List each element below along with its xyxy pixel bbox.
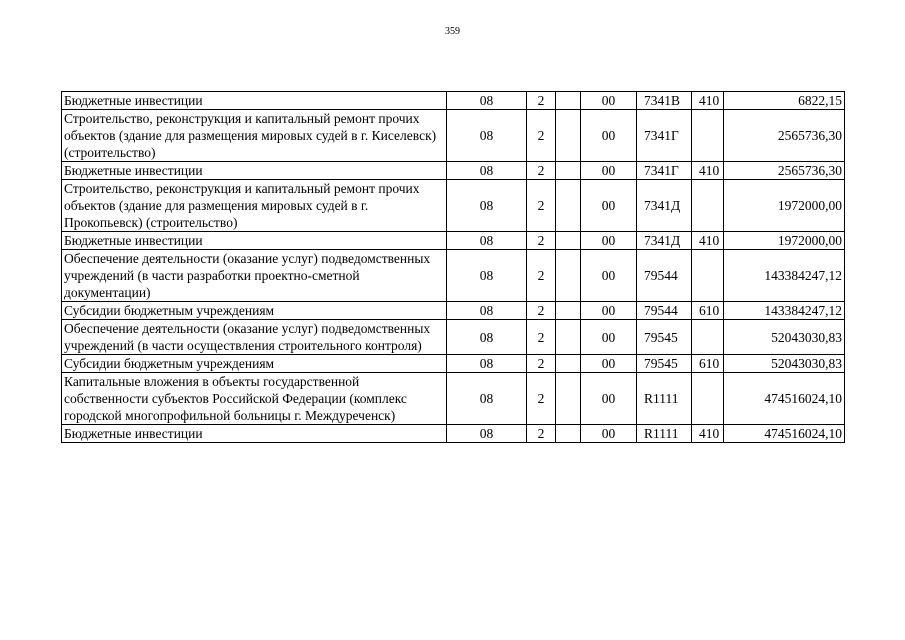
row-spacer <box>556 92 581 110</box>
table-row <box>62 355 845 373</box>
row-expense-type <box>692 110 724 162</box>
row-subsection: 2 <box>527 320 556 355</box>
row-subsection: 2 <box>527 180 556 232</box>
row-section: 08 <box>447 425 527 443</box>
row-program-code: 00 <box>581 92 637 110</box>
row-spacer <box>556 232 581 250</box>
row-amount: 143384247,12 <box>724 250 845 302</box>
row-program-code: 00 <box>581 373 637 425</box>
row-expense-type: 410 <box>692 162 724 180</box>
row-program-code: 00 <box>581 232 637 250</box>
row-name: Строительство, реконструкция и капитальный ремонт прочих объектов (здание для размещения мировых судей в г. Киселевск) (строительство) <box>62 110 447 162</box>
row-spacer <box>556 302 581 320</box>
row-name: Бюджетные инвестиции <box>62 162 447 180</box>
row-expense-type: 610 <box>692 302 724 320</box>
row-section: 08 <box>447 373 527 425</box>
row-name: Бюджетные инвестиции <box>62 425 447 443</box>
budget-table-body <box>62 92 845 443</box>
table-row <box>62 250 845 302</box>
row-amount: 474516024,10 <box>724 425 845 443</box>
row-amount: 143384247,12 <box>724 302 845 320</box>
row-program-code: 00 <box>581 110 637 162</box>
row-subsection: 2 <box>527 162 556 180</box>
row-expense-type: 410 <box>692 232 724 250</box>
row-program-code: 00 <box>581 302 637 320</box>
row-target-code: 79544 <box>637 250 692 302</box>
row-section: 08 <box>447 302 527 320</box>
row-subsection: 2 <box>527 425 556 443</box>
row-expense-type <box>692 180 724 232</box>
row-program-code: 00 <box>581 162 637 180</box>
row-expense-type <box>692 373 724 425</box>
row-expense-type <box>692 320 724 355</box>
row-target-code: 7341В <box>637 92 692 110</box>
row-section: 08 <box>447 180 527 232</box>
row-target-code: 79545 <box>637 355 692 373</box>
row-expense-type: 610 <box>692 355 724 373</box>
row-expense-type: 410 <box>692 92 724 110</box>
row-name: Бюджетные инвестиции <box>62 92 447 110</box>
row-name: Обеспечение деятельности (оказание услуг) подведомственных учреждений (в части разработки проектно-сметной документации) <box>62 250 447 302</box>
row-target-code: R1111 <box>637 373 692 425</box>
row-program-code: 00 <box>581 320 637 355</box>
row-subsection: 2 <box>527 302 556 320</box>
table-row <box>62 162 845 180</box>
row-spacer <box>556 110 581 162</box>
row-program-code: 00 <box>581 425 637 443</box>
row-spacer <box>556 180 581 232</box>
row-spacer <box>556 162 581 180</box>
row-expense-type: 410 <box>692 425 724 443</box>
table-row <box>62 425 845 443</box>
row-name: Обеспечение деятельности (оказание услуг) подведомственных учреждений (в части осуществления строительного контроля) <box>62 320 447 355</box>
row-section: 08 <box>447 110 527 162</box>
row-amount: 1972000,00 <box>724 232 845 250</box>
row-target-code: 7341Г <box>637 162 692 180</box>
row-spacer <box>556 373 581 425</box>
row-amount: 52043030,83 <box>724 355 845 373</box>
row-subsection: 2 <box>527 92 556 110</box>
row-amount: 474516024,10 <box>724 373 845 425</box>
table-row <box>62 373 845 425</box>
row-spacer <box>556 355 581 373</box>
table-row <box>62 320 845 355</box>
row-name: Строительство, реконструкция и капитальный ремонт прочих объектов (здание для размещения мировых судей в г. Прокопьевск) (строительство) <box>62 180 447 232</box>
row-amount: 52043030,83 <box>724 320 845 355</box>
row-expense-type <box>692 250 724 302</box>
row-subsection: 2 <box>527 232 556 250</box>
row-section: 08 <box>447 232 527 250</box>
row-program-code: 00 <box>581 250 637 302</box>
table-row <box>62 180 845 232</box>
row-target-code: 7341Г <box>637 110 692 162</box>
row-program-code: 00 <box>581 180 637 232</box>
row-name: Капитальные вложения в объекты государственной собственности субъектов Российской Федерации (комплекс городской многопрофильной больницы г. Междуреченск) <box>62 373 447 425</box>
row-target-code: 79544 <box>637 302 692 320</box>
row-name: Субсидии бюджетным учреждениям <box>62 355 447 373</box>
row-amount: 2565736,30 <box>724 162 845 180</box>
row-section: 08 <box>447 162 527 180</box>
table-row <box>62 232 845 250</box>
row-section: 08 <box>447 250 527 302</box>
row-name: Субсидии бюджетным учреждениям <box>62 302 447 320</box>
row-target-code: 7341Д <box>637 232 692 250</box>
row-spacer <box>556 320 581 355</box>
row-target-code: R1111 <box>637 425 692 443</box>
row-section: 08 <box>447 92 527 110</box>
row-subsection: 2 <box>527 110 556 162</box>
row-subsection: 2 <box>527 373 556 425</box>
row-amount: 2565736,30 <box>724 110 845 162</box>
row-section: 08 <box>447 355 527 373</box>
table-row <box>62 302 845 320</box>
row-target-code: 7341Д <box>637 180 692 232</box>
row-name: Бюджетные инвестиции <box>62 232 447 250</box>
row-subsection: 2 <box>527 355 556 373</box>
budget-table <box>61 91 845 443</box>
row-target-code: 79545 <box>637 320 692 355</box>
row-amount: 1972000,00 <box>724 180 845 232</box>
row-amount: 6822,15 <box>724 92 845 110</box>
table-row <box>62 92 845 110</box>
row-subsection: 2 <box>527 250 556 302</box>
row-section: 08 <box>447 320 527 355</box>
page-number: 359 <box>445 26 460 37</box>
row-program-code: 00 <box>581 355 637 373</box>
row-spacer <box>556 250 581 302</box>
table-row <box>62 110 845 162</box>
row-spacer <box>556 425 581 443</box>
